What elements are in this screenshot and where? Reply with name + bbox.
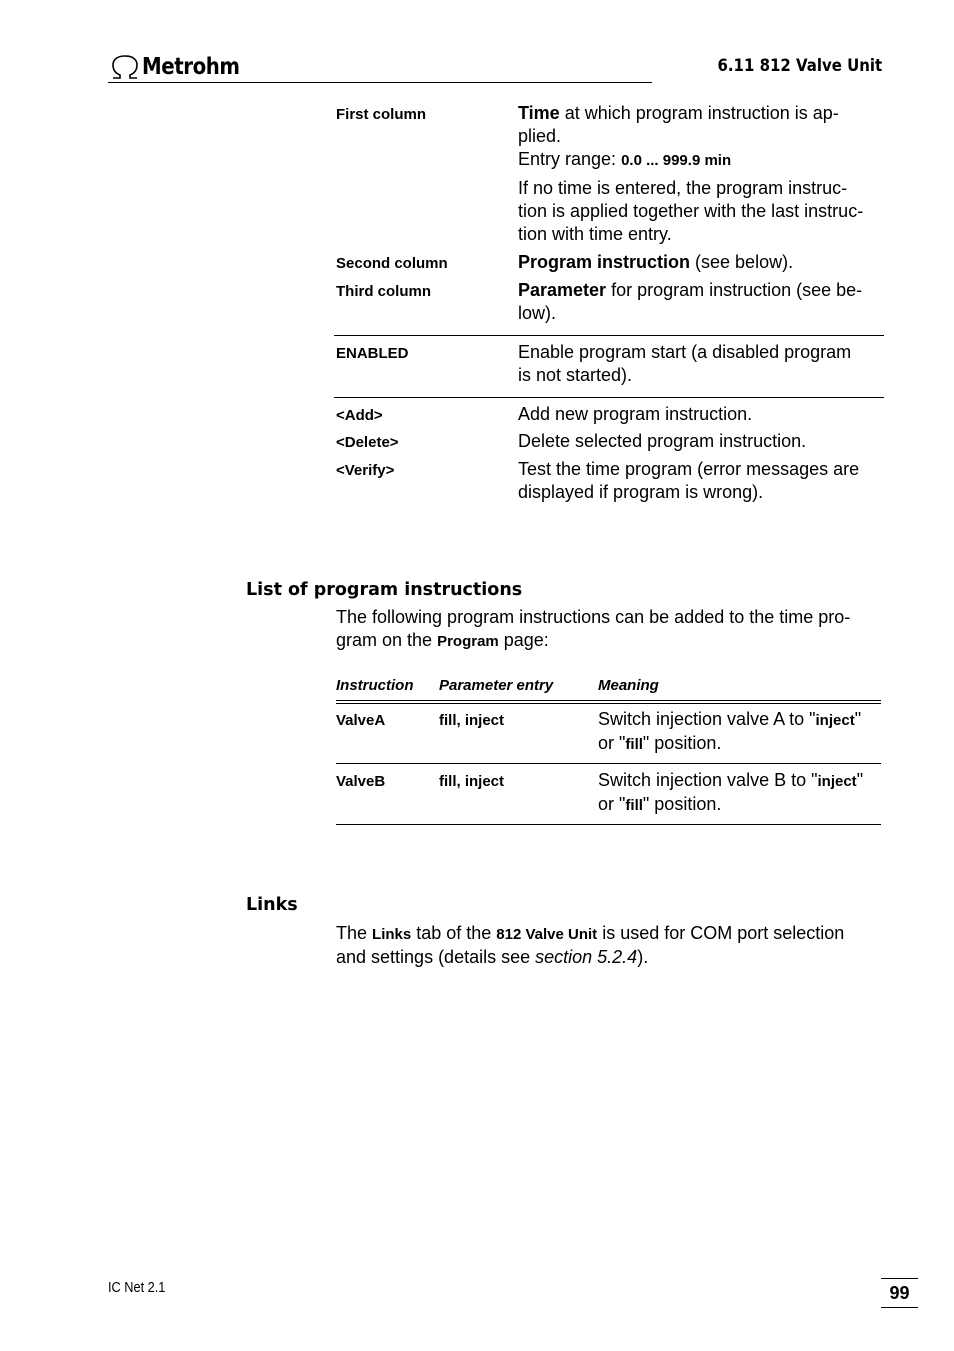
instruction-meaning: Switch injection valve A to "inject" or "fill" position. (598, 709, 862, 753)
add-button-label: <Add> (336, 407, 383, 424)
verify-button-label: <Verify> (336, 462, 395, 479)
no-time-note: If no time is entered, the program instruc- tion is applied together with the last instruc- tion with time entry. (518, 178, 864, 244)
second-column-label: Second column (336, 255, 448, 272)
instruction-name: ValveB (336, 773, 386, 790)
third-column-description: Parameter for program instruction (see be- low). (518, 280, 863, 323)
parameter-entry: fill, inject (439, 773, 505, 790)
table-row-divider (336, 763, 881, 764)
delete-button-description: Delete selected program instruction. (518, 431, 807, 451)
table-header-instruction: Instruction (336, 677, 414, 694)
page-number: 99 (881, 1278, 918, 1308)
brand-logo (110, 52, 255, 82)
table-header-rule (336, 703, 881, 704)
first-column-description: Time at which program instruction is ap- plied. Entry range: 0.0 ... 999.9 min (518, 103, 839, 169)
links-description: The Links tab of the 812 Valve Unit is used for COM port selection and settings (details see section 5.2.4). (336, 923, 845, 967)
table-bottom-rule (336, 824, 881, 825)
product-name: IC Net 2.1 (108, 1279, 166, 1296)
instructions-heading: List of program instructions (246, 580, 523, 600)
section-title: 6.11 812 Valve Unit (717, 56, 882, 76)
header-rule (108, 82, 652, 83)
table-header-parameter: Parameter entry (439, 677, 554, 694)
instruction-name: ValveA (336, 712, 386, 729)
table-header-meaning: Meaning (598, 677, 659, 694)
enabled-description: Enable program start (a disabled program is not started). (518, 342, 852, 385)
divider (334, 335, 884, 336)
brand-name: Metrohm (142, 54, 240, 80)
enabled-label: ENABLED (336, 345, 409, 362)
delete-button-label: <Delete> (336, 434, 399, 451)
verify-button-description: Test the time program (error messages are displayed if program is wrong). (518, 459, 860, 502)
third-column-label: Third column (336, 283, 431, 300)
second-column-description: Program instruction (see below). (518, 252, 794, 272)
instructions-intro: The following program instructions can be added to the time pro- gram on the Program page: (336, 607, 851, 650)
divider (334, 397, 884, 398)
instruction-meaning: Switch injection valve B to "inject" or "fill" position. (598, 770, 864, 814)
omega-icon (110, 54, 140, 80)
links-heading: Links (246, 895, 298, 915)
first-column-label: First column (336, 106, 427, 123)
add-button-description: Add new program instruction. (518, 404, 753, 424)
parameter-entry: fill, inject (439, 712, 505, 729)
table-header-rule (336, 700, 881, 701)
